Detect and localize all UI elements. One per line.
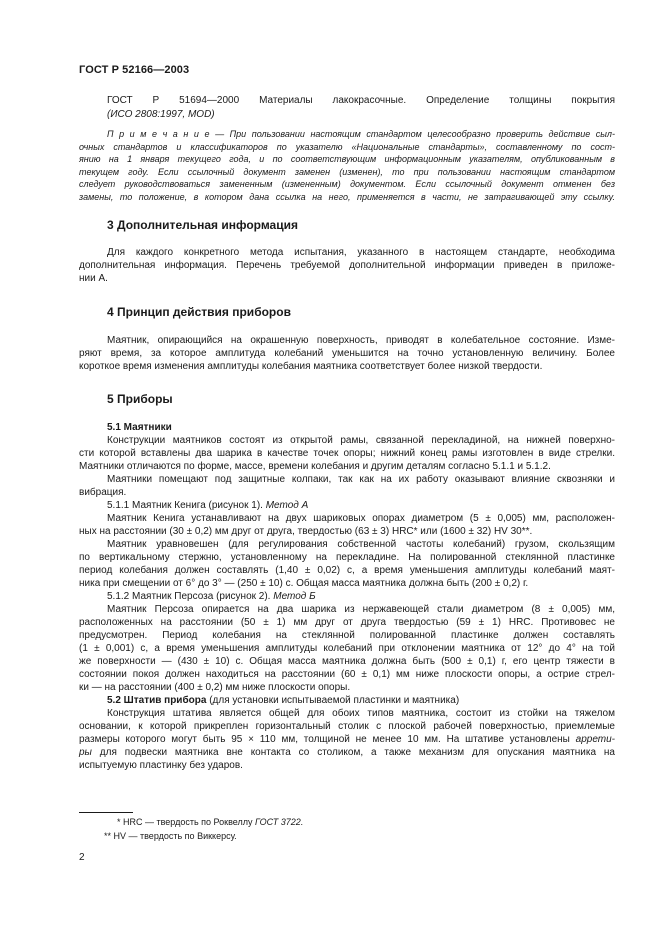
text-line: ры для подвески маятника вне контакта со столиком, а также механизм для опускания маятника на [79, 747, 615, 758]
method-label: Метод Б [273, 591, 316, 602]
text-line: Маятник Персоза опирается на два шарика из нержавеющей стали диаметром (8 ± 0,005) мм, [107, 604, 615, 615]
note-line: текущем году. Если ссылочный документ заменен (изменен), то при пользовании настоящим стандартом [79, 166, 615, 177]
footnote-hrc: * HRC — твердость по Роквеллу ГОСТ 3722. [117, 817, 304, 827]
text-line: нии А. [79, 273, 108, 284]
text-line: Маятники помещают под защитные колпаки, так как на их работу оказывают влияние сквозняки и [107, 474, 615, 485]
text-line: же поверхности — (430 ± 10) с. Общая масса маятника должна быть (500 ± 0,1) г, его центр тяжести в [79, 656, 615, 667]
text-line: дополнительная информация. Перечень требуемой дополнительной информации приведен в приложе- [79, 260, 615, 271]
normative-reference [79, 94, 615, 203]
text-line: предусмотрен. Период колебания на стеклянной полированной пластинке должен составлять [79, 630, 615, 641]
note-block [79, 128, 615, 203]
text-line: Конструкция штатива является общей для обоих типов маятника, состоит из стойки на тяжелом [107, 708, 615, 719]
method-label: Метод А [265, 500, 309, 511]
subsection-5-1-title: 5.1 Маятники [107, 422, 172, 433]
text-line: по вертикальному стержню, установленному на перекладине. На полированной стеклянной пластинке [79, 552, 615, 563]
text-line: сти которой вставлены два шарика в качестве точек опоры; нижний конец рамы изготовлен в виде стрелки. [79, 448, 615, 459]
text-line: короткое время изменения амплитуды колебания маятника соответствует более низкой твердости. [79, 361, 543, 372]
text-line: ки — на расстоянии (400 ± 0,2) мм ниже плоскости опоры. [79, 682, 351, 693]
reference-line: ГОСТ Р 51694—2000 Материалы лакокрасочные. Определение толщины покрытия [107, 95, 615, 106]
text-line: Маятник Кенига устанавливают на двух шариковых опорах диаметром (5 ± 0,005) мм, расположен- [107, 513, 615, 524]
text-line: ряют время, за которое амплитуда колебаний уменьшится на точно установленную величину. Более [79, 348, 615, 359]
section-3-heading: 3 Дополнительная информация [107, 218, 298, 232]
text-line: основании, к которой прикреплен горизонтальный столик с плоской рабочей поверхностью, приемлемые [79, 721, 615, 732]
note-lead: П р и м е ч а н и е — [107, 129, 230, 139]
text-line: Маятник, опирающийся на окрашенную поверхность, приводят в колебательное состояние. Изме- [107, 335, 615, 346]
text-line: состоянии покоя должен находиться на расстоянии (60 ± 0,1) мм ниже плоскости опоры, а острие стрел- [79, 669, 615, 680]
section-3-body [79, 246, 615, 285]
section-4-heading: 4 Принцип действия приборов [107, 305, 291, 319]
text-line: Маятник уравновешен (для регулирования собственной частоты колебаний) грузом, скользящим [107, 539, 615, 550]
text-line: Для каждого конкретного метода испытания, указанного в настоящем стандарте, необходима [107, 247, 615, 258]
page-number: 2 [79, 852, 85, 863]
footnote-separator [79, 812, 133, 813]
text-line: ника при смещении от 6° до 3° — (250 ± 10) с. Общая масса маятника должна быть (200 ± 0,2) г. [79, 578, 529, 589]
section-5-heading: 5 Приборы [107, 392, 173, 406]
text-line: ных на расстоянии (30 ± 0,2) мм друг от друга, твердостью (63 ± 3) HRC* или (1600 ± 32) HV 30**. [79, 526, 533, 537]
footnote-hv: ** HV — твердость по Виккерсу. [104, 831, 237, 841]
note-line: следует руководствоваться замененным (измененным) документом. Если ссылочный документ отменен без [79, 179, 615, 189]
note-line: замены, то положение, в котором дана ссылка на него, применяется в части, не затрагивающей эту ссылку. [79, 191, 615, 202]
text-line: период колебания должен составлять (1,40 ± 0,02) с, а время уменьшения амплитуды колебаний маят- [79, 565, 615, 576]
text-line: испытуемую пластинку без ударов. [79, 760, 243, 771]
section-4-body [79, 334, 615, 373]
reference-line-iso: (ИСО 2808:1997, MOD) [107, 109, 215, 120]
section-5-body [79, 421, 615, 772]
text-line: размеры которого могут быть 95 × 110 мм, толщиной не менее 10 мм. На штативе установлены аррети- [79, 734, 615, 745]
text-line: Маятники отличаются по форме, массе, времени колебания и другим деталям согласно 5.1.1 и 5.1.2. [79, 461, 551, 472]
note-line: очных стандартов и классификаторов по указателю «Национальные стандарты», составленному по сост- [79, 141, 615, 152]
note-line: П р и м е ч а н и е — При пользовании настоящим стандартом целесообразно проверить действие сыл- [107, 129, 615, 139]
text-line: Конструкции маятников состоят из открытой рамы, связанной перекладиной, на нижней поверхно- [107, 435, 615, 446]
subsection-5-2-title: 5.2 Штатив прибора (для установки испытываемой пластинки и маятника) [107, 695, 460, 706]
subsection-5-1-2-title: 5.1.2 Маятник Персоза (рисунок 2). Метод Б [107, 591, 316, 602]
text-line: (1 ± 0,001) с, а время уменьшения амплитуды колебаний при отклонении маятника от 12° до 4° на той [79, 643, 615, 654]
note-line: янию на 1 января текущего года, и по соответствующим информационным указателям, опубликованным в [79, 154, 615, 164]
text-line: вибрация. [79, 487, 127, 498]
document-code: ГОСТ Р 52166—2003 [79, 64, 190, 76]
text-line: расположенных на расстоянии (50 ± 1) мм друг от друга твердостью (59 ± 1) HRC. Противовес не [79, 617, 615, 628]
subsection-5-1-1-title: 5.1.1 Маятник Кенига (рисунок 1). Метод А [107, 500, 309, 511]
